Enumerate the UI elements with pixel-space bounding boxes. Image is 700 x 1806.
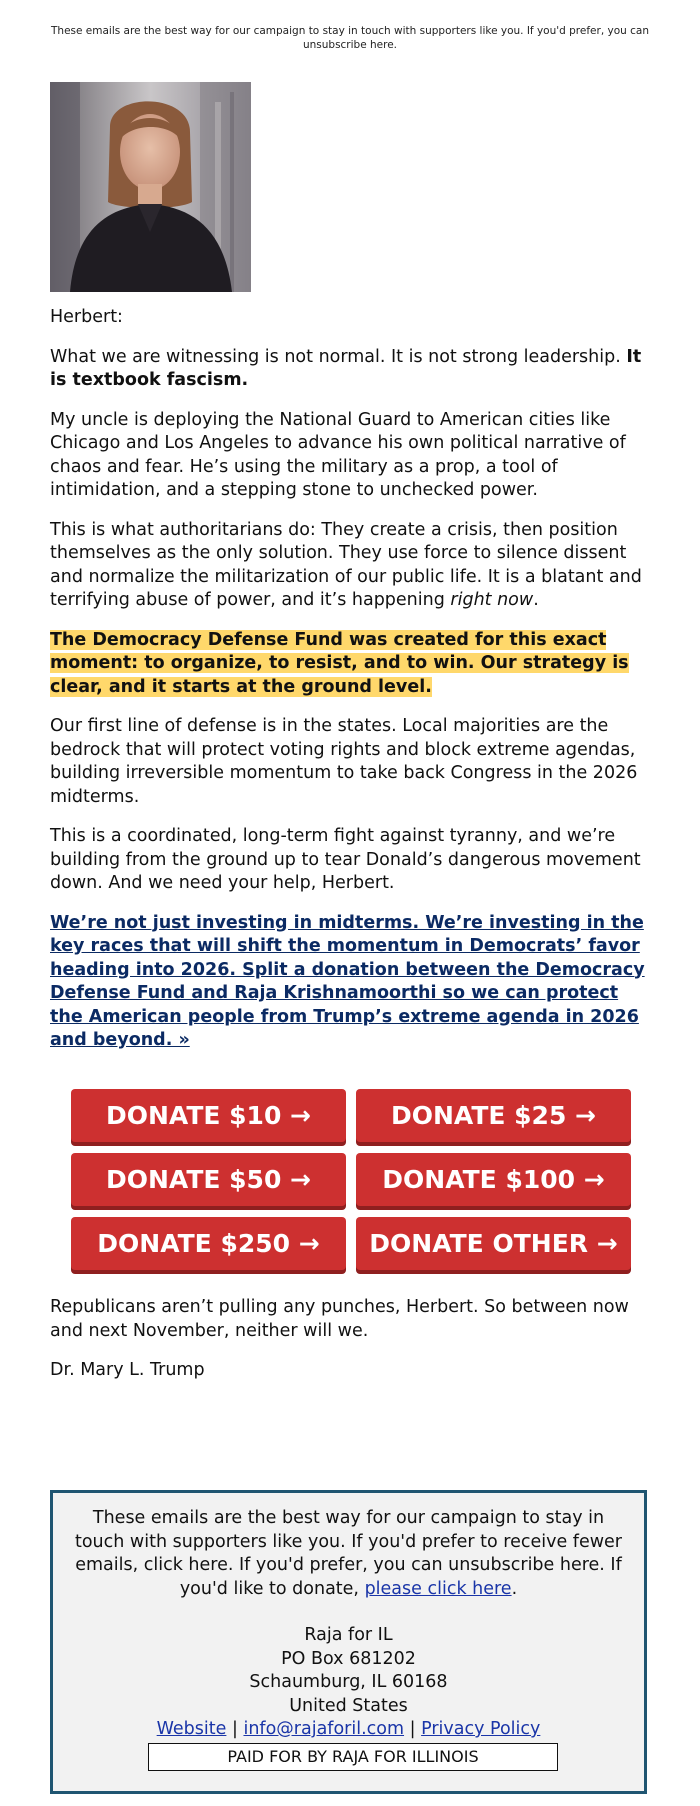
paragraph-1-bold: It is textbook fascism. [50,346,642,390]
footer-org: Raja for IL [304,1625,393,1645]
footer-message-text: These emails are the best way for our campaign to stay in touch with supporters like you. If you'd prefer to receive fewer emails, click here. If you'd prefer, you can unsubscribe here. If you'd like to donate, [74,1508,623,1599]
paragraph-3 [50,519,655,613]
closing-paragraph: Republicans aren’t pulling any punches, Herbert. So between now and next November, neither will we. [50,1297,629,1341]
footer-email-link[interactable]: info@rajaforil.com [243,1719,405,1739]
paragraph-1-text: What we are witnessing is not normal. It is not strong leadership. [50,346,621,367]
signature: Dr. Mary L. Trump [50,1360,205,1380]
portrait-image [50,82,251,292]
footer-po-box: PO Box 681202 [281,1648,416,1669]
footer-message [53,1493,644,1601]
donate-10-button[interactable]: DONATE $10 → [71,1089,346,1142]
footer-links [53,1718,644,1742]
paragraph-3-end: . [533,590,539,610]
cta-paragraph [50,912,655,1053]
footer-box [50,1490,647,1794]
highlight-text: The Democracy Defense Fund was created for this exact moment: to organize, to resist, and to win. Our strategy is clear, and it starts at the ground level. [50,629,629,697]
donate-100-button[interactable]: DONATE $100 → [356,1153,631,1206]
donate-25-button[interactable]: DONATE $25 → [356,1089,631,1142]
footer-address [53,1624,644,1742]
greeting: Herbert: [50,307,123,327]
footer-country: United States [289,1695,408,1716]
paragraph-2: My uncle is deploying the National Guard to American cities like Chicago and Los Angeles to advance his own political narrative of chaos and fear. He’s using the military as a prop, a tool of intimidation, and a stepping stone to unchecked power. [50,409,626,500]
paragraph-3-italic: right now [450,590,534,610]
closing-section [50,1296,655,1399]
footer-city: Schaumburg, IL 60168 [249,1672,448,1692]
preheader-text: These emails are the best way for our campaign to stay in touch with supporters like you. If you'd prefer, you can unsubscribe here. [51,25,649,51]
donate-250-button[interactable]: DONATE $250 → [71,1217,346,1270]
paragraph-5: This is a coordinated, long-term fight against tyranny, and we’re building from the ground up to tear Donald’s dangerous movement down. And we need your help, Herbert. [50,826,641,893]
footer-donate-end: . [511,1578,518,1599]
donate-50-button[interactable]: DONATE $50 → [71,1153,346,1206]
footer-privacy-link[interactable]: Privacy Policy [421,1719,541,1739]
footer-separator: | [231,1719,238,1739]
paragraph-4: Our first line of defense is in the states. Local majorities are the bedrock that will protect voting rights and block extreme agendas, building irreversible momentum to take back Congress in the 2026 midterms. [50,716,638,807]
paid-for-disclaimer: PAID FOR BY RAJA FOR ILLINOIS [148,1743,558,1771]
donate-other-button[interactable]: DONATE OTHER → [356,1217,631,1270]
footer-separator: | [409,1719,416,1739]
highlight-paragraph [50,629,655,700]
footer-donate-link[interactable]: please click here [364,1578,512,1599]
author-photo [50,82,251,292]
footer-website-link[interactable]: Website [156,1719,227,1739]
paragraph-3-text: This is what authoritarians do: They create a crisis, then position themselves as the only solution. They use force to silence dissent and normalize the militarization of our public life. It is a blatant and terrifying abuse of power, and it’s happening [50,519,642,610]
paragraph-1 [50,346,655,393]
email-body [50,306,655,1069]
cta-donation-link[interactable]: We’re not just investing in midterms. We’re investing in the key races that will shift the momentum in Democrats’ favor heading into 2026. Split a donation between the Democracy Defense Fund and Raja Krishnamoorthi so we can protect the American people from Trump’s extreme agenda in 2026 and beyond. » [50,912,645,1050]
